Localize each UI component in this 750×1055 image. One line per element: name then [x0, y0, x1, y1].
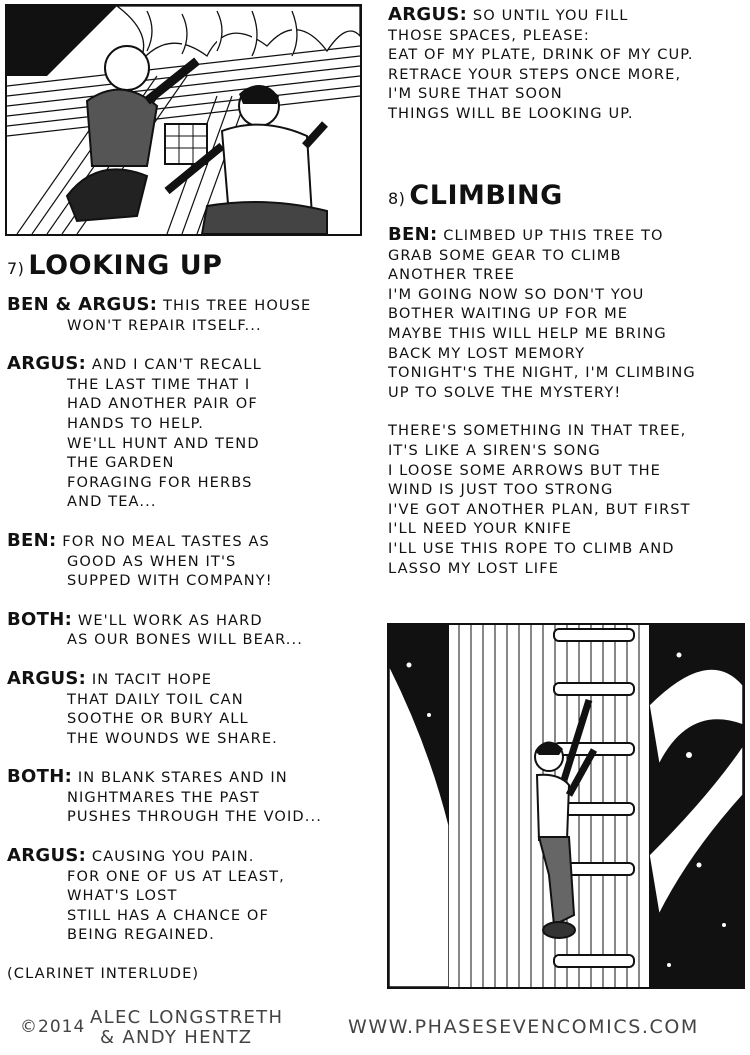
copyright: ©2014: [20, 1017, 86, 1037]
song-title-text: LOOKING UP: [28, 250, 223, 281]
lyric-line: RETRACE YOUR STEPS ONCE MORE,: [388, 65, 682, 83]
lyric-line: IT'S LIKE A SIREN'S SONG: [388, 441, 601, 459]
stanza: ARGUS: IN TACIT HOPE THAT DAILY TOIL CAN SOOTHE OR BURY ALL THE WOUNDS WE SHARE.: [7, 669, 377, 748]
lyric-line: SUPPED WITH COMPANY!: [67, 572, 273, 590]
lyric-line: MAYBE THIS WILL HELP ME BRING: [388, 324, 667, 342]
illustration-climbing-tree: [387, 623, 745, 989]
lyric-line: TONIGHT'S THE NIGHT, I'M CLIMBING: [388, 364, 696, 382]
speaker-colon: :: [459, 4, 468, 25]
speaker-name: BEN & ARGUS: [7, 294, 150, 315]
lyric-line: I'LL NEED YOUR KNIFE: [388, 520, 572, 538]
lyric-line: UP TO SOLVE THE MYSTERY!: [388, 383, 622, 401]
section7-looking-up: [7, 250, 377, 984]
lyric-line: THE WOUNDS WE SHARE.: [67, 729, 278, 747]
speaker-name: BEN: [7, 529, 49, 551]
stanza: ARGUS: CAUSING YOU PAIN. FOR ONE OF US AT LEAST, WHAT'S LOST STILL HAS A CHANCE OF BEING REGAINED.: [7, 846, 377, 945]
lyric-line: PUSHES THROUGH THE VOID...: [67, 808, 322, 826]
lyric-line: THE LAST TIME THAT I: [67, 375, 251, 393]
song-title: [388, 180, 750, 211]
lyric-line: I'M SURE THAT SOON: [388, 85, 563, 103]
lyric-line: WE'LL HUNT AND TEND: [67, 434, 260, 452]
speaker-name: ARGUS: [388, 4, 460, 25]
lyric-line: THAT DAILY TOIL CAN: [67, 690, 244, 708]
lyric-line: AS OUR BONES WILL BEAR...: [67, 631, 304, 649]
lyric-line: I LOOSE SOME ARROWS BUT THE: [388, 461, 661, 479]
speaker-name: ARGUS: [7, 845, 79, 867]
lyric-line: THERE'S SOMETHING IN THAT TREE,: [388, 422, 687, 440]
lyric-line: BEING REGAINED.: [67, 926, 215, 944]
lyric-line: FOR ONE OF US AT LEAST,: [67, 867, 285, 885]
stanza: BEN: FOR NO MEAL TASTES AS GOOD AS WHEN IT'S SUPPED WITH COMPANY!: [7, 531, 377, 591]
lyric-line: THINGS WILL BE LOOKING UP.: [388, 104, 634, 122]
illustration-treehouse-repair: [5, 4, 362, 236]
lyric-line: NIGHTMARES THE PAST: [67, 788, 260, 806]
lyric-line: WIND IS JUST TOO STRONG: [388, 481, 614, 499]
song-title: [7, 250, 377, 281]
lyric-line: GRAB SOME GEAR TO CLIMB: [388, 246, 622, 264]
lyric-line: BOTHER WAITING UP FOR ME: [388, 305, 629, 323]
page-footer: [0, 1008, 750, 1054]
section7-continuation: [388, 5, 750, 124]
speaker-name: BOTH: [7, 608, 65, 630]
lyric-line: EAT OF MY PLATE, DRINK OF MY CUP.: [388, 46, 694, 64]
section8-climbing: [388, 180, 750, 597]
climbing-illustration-art: [389, 625, 743, 987]
lyric-line: HANDS TO HELP.: [67, 414, 204, 432]
stanza: BOTH: WE'LL WORK AS HARD AS OUR BONES WILL BEAR...: [7, 610, 377, 650]
author-credits: [90, 1008, 283, 1048]
lyric-line: BEN: CLIMBED UP THIS TREE TO: [388, 224, 664, 245]
lyric-line: WHAT'S LOST: [67, 887, 178, 905]
lyric-line: BACK MY LOST MEMORY: [388, 344, 586, 362]
song-number: 8): [388, 189, 406, 208]
stanza: BOTH: IN BLANK STARES AND IN NIGHTMARES THE PAST PUSHES THROUGH THE VOID...: [7, 767, 377, 827]
lyric-line: AND TEA...: [67, 493, 157, 511]
speaker-name: BEN: [388, 224, 430, 245]
verse-2: [388, 421, 750, 578]
lyric-line: ARGUS: SO UNTIL YOU FILL: [388, 4, 629, 25]
lyric-line: STILL HAS A CHANCE OF: [67, 906, 269, 924]
verse-1: [388, 225, 750, 402]
treehouse-illustration-art: [7, 6, 360, 234]
speaker-colon: :: [429, 224, 438, 245]
lyric-line: I'M GOING NOW SO DON'T YOU: [388, 285, 645, 303]
lyric-line: FORAGING FOR HERBS: [67, 473, 253, 491]
song-number: 7): [7, 259, 25, 278]
website-url[interactable]: WWW.PHASESEVENCOMICS.COM: [348, 1016, 699, 1038]
song-title-text: CLIMBING: [409, 180, 563, 211]
lyric-line: WON'T REPAIR ITSELF...: [67, 316, 262, 334]
lyric-line: I'VE GOT ANOTHER PLAN, BUT FIRST: [388, 500, 691, 518]
lyric-line: SOOTHE OR BURY ALL: [67, 710, 249, 728]
lyric-line: LASSO MY LOST LIFE: [388, 559, 560, 577]
lyric-line: THE GARDEN: [67, 454, 175, 472]
lyric-line: GOOD AS WHEN IT'S: [67, 552, 237, 570]
stanza: BEN & ARGUS: THIS TREE HOUSE WON'T REPAIR ITSELF...: [7, 295, 377, 335]
speaker-name: ARGUS: [7, 667, 79, 689]
speaker-name: BOTH: [7, 766, 65, 788]
speaker-name: ARGUS: [7, 353, 79, 375]
author-2: & ANDY HENTZ: [100, 1027, 253, 1048]
stage-direction: (CLARINET INTERLUDE): [7, 965, 200, 983]
author-1: ALEC LONGSTRETH: [90, 1007, 284, 1028]
lyric-line: HAD ANOTHER PAIR OF: [67, 395, 258, 413]
lyric-line: THOSE SPACES, PLEASE:: [388, 26, 590, 44]
lyric-line: ANOTHER TREE: [388, 266, 515, 284]
stanza: ARGUS: AND I CAN'T RECALL THE LAST TIME THAT I HAD ANOTHER PAIR OF HANDS TO HELP. WE'LL HUNT AND TEND THE GARDEN FORAGING FOR HERBS AND TEA...: [7, 354, 377, 512]
lyric-line: I'LL USE THIS ROPE TO CLIMB AND: [388, 539, 675, 557]
